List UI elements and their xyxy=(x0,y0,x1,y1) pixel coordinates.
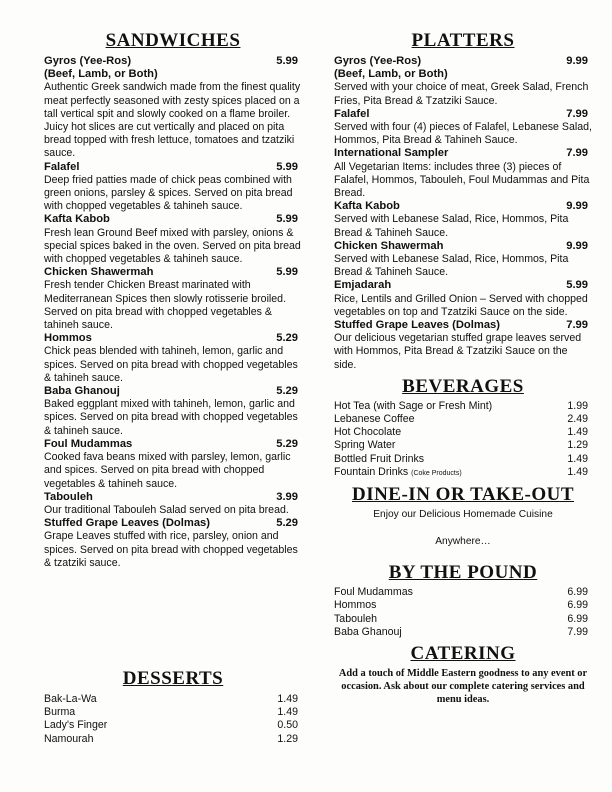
menu-item xyxy=(44,213,302,266)
price-row-price: 6.99 xyxy=(567,599,588,612)
menu-item xyxy=(334,200,592,240)
price-row-name-group xyxy=(334,466,462,480)
price-row-name: Foul Mudammas xyxy=(334,586,413,599)
menu-item xyxy=(334,147,592,200)
desserts-heading: DESSERTS xyxy=(122,668,224,689)
dessert-list xyxy=(44,693,302,746)
menu-item xyxy=(44,438,302,491)
price-row-name: Spring Water xyxy=(334,439,396,452)
bythepound-heading: BY THE POUND xyxy=(388,562,538,584)
price-row xyxy=(44,693,302,706)
price-row-name-group xyxy=(44,719,107,732)
price-row-name: Lebanese Coffee xyxy=(334,413,415,426)
menu-item-name: Tabouleh xyxy=(44,490,93,503)
menu-item-name: Falafel xyxy=(44,160,80,173)
price-row-price: 1.29 xyxy=(277,732,298,745)
menu-item-description: Chick peas blended with tahineh, lemon, garlic and spices. Served on pita bread with chopped vegetables & tahineh sauce. xyxy=(44,345,298,384)
price-row-name: Baba Ghanouj xyxy=(334,625,402,638)
menu-item xyxy=(44,491,302,517)
menu-item-name: Falafel xyxy=(334,107,370,120)
sandwiches-heading: SANDWICHES xyxy=(105,30,241,51)
price-row xyxy=(334,599,592,612)
left-column xyxy=(44,0,302,745)
price-row xyxy=(334,413,592,426)
menu-item-header xyxy=(44,55,302,68)
menu-item-price: 5.29 xyxy=(276,332,298,345)
menu-item xyxy=(44,55,302,161)
menu-item-price: 7.99 xyxy=(566,107,588,120)
price-row-price: 1.99 xyxy=(567,399,588,412)
menu-item-header xyxy=(44,517,302,530)
platters-heading: PLATTERS xyxy=(411,30,515,51)
menu-item-description: Served with Lebanese Salad, Rice, Hommos, Pita Bread & Tahineh Sauce. xyxy=(334,213,569,239)
menu-item xyxy=(44,385,302,438)
price-row-name: Tabouleh xyxy=(334,612,378,625)
menu-item-description: Served with your choice of meat, Greek Salad, French Fries, Pita Bread & Tzatziki Sauce. xyxy=(334,81,589,107)
menu-item-description: Our delicious vegetarian stuffed grape leaves served with Hommos, Pita Bread & Tzatziki Sauce on the side. xyxy=(334,332,582,371)
price-row-name-group xyxy=(44,693,97,706)
price-row xyxy=(44,719,302,732)
menu-item-name: Foul Mudammas xyxy=(44,437,133,450)
price-row-name-group xyxy=(44,733,93,746)
menu-item-description: Cooked fava beans mixed with parsley, lemon, garlic and spices. Served on pita bread with chopped vegetables & tahineh sauce. xyxy=(44,451,291,490)
menu-item-price: 5.99 xyxy=(566,279,588,292)
menu-item xyxy=(44,161,302,214)
catering-text: Add a touch of Middle Eastern goodness to any event or occasion. Ask about our complete catering services and menu ideas. xyxy=(338,667,588,705)
menu-item-header xyxy=(334,108,592,121)
price-row-name-group xyxy=(334,400,492,413)
menu-item-price: 7.99 xyxy=(566,319,588,332)
right-column xyxy=(334,0,592,706)
menu-item-price: 9.99 xyxy=(566,55,588,67)
menu-item-description: Deep fried patties made of chick peas combined with green onions, parsley & spices. Served on pita bread with chopped vegetables & tahineh sauce. xyxy=(44,173,293,213)
menu-item-header xyxy=(44,161,302,174)
menu-item-name: Kafta Kabob xyxy=(334,200,400,213)
menu-item-header xyxy=(44,266,302,279)
price-row xyxy=(334,426,592,439)
catering-heading: CATERING xyxy=(410,642,516,664)
price-row-note: (Coke Products) xyxy=(411,469,462,477)
bythepound-list xyxy=(334,586,592,639)
menu-item-name: International Sampler xyxy=(334,147,449,160)
price-row-name-group xyxy=(334,586,413,599)
menu-item-price: 5.99 xyxy=(276,213,298,226)
menu-item-price: 5.29 xyxy=(276,437,298,450)
price-row xyxy=(334,453,592,466)
menu-item-description: All Vegetarian Items: includes three (3) pieces of Falafel, Hommos, Tabouleh, Foul Mudammas and Pita Bread. xyxy=(334,160,590,200)
menu-item-description: Served with four (4) pieces of Falafel, Lebanese Salad, Hommos, Pita Bread & Tahineh Sauce. xyxy=(334,121,592,147)
menu-item xyxy=(334,279,592,319)
price-row-price: 6.99 xyxy=(567,586,588,599)
price-row-price: 6.99 xyxy=(567,612,588,625)
menu-item-variant: (Beef, Lamb, or Both) xyxy=(334,68,448,81)
menu-item xyxy=(44,266,302,332)
menu-item xyxy=(334,240,592,280)
price-row-name: Hot Tea (with Sage or Fresh Mint) xyxy=(334,399,493,412)
menu-item-name: Hommos xyxy=(44,332,92,345)
menu-item-description: Fresh lean Ground Beef mixed with parsley, onions & special spices baked in the oven. Served on pita bread with chopped vegetables & tahineh sauce. xyxy=(44,226,301,266)
price-row-price: 1.49 xyxy=(567,465,588,478)
price-row-name: Burma xyxy=(44,706,76,719)
price-row xyxy=(334,439,592,452)
price-row xyxy=(44,706,302,719)
menu-item-description: Fresh tender Chicken Breast marinated with Mediterranean Spices then slowly rotisserie broiled. Served on pita bread with chopped vegetables & tahineh sauce. xyxy=(44,279,287,332)
price-row xyxy=(334,613,592,626)
menu-item-header xyxy=(44,491,302,504)
menu-item xyxy=(44,332,302,385)
price-row-name-group xyxy=(44,706,75,719)
beverages-heading: BEVERAGES xyxy=(402,375,524,397)
menu-item-description: Authentic Greek sandwich made from the finest quality meat perfectly seasoned with zesty spices placed on a tall vertical spit and slowly cooked on a flame broiler. Juicy hot slices are cut vertically and placed on pita bread topped with fresh lettuce, tomatoes and tzatziki sauce. xyxy=(44,81,301,160)
menu-item-header xyxy=(44,438,302,451)
price-row-name: Bottled Fruit Drinks xyxy=(334,452,425,465)
menu-item-description: Rice, Lentils and Grilled Onion – Served with chopped vegetables on top and Tzatziki Sauce on the side. xyxy=(334,292,588,318)
price-row-name-group xyxy=(334,439,395,452)
menu-item xyxy=(334,319,592,372)
price-row-name-group xyxy=(334,426,401,439)
price-row-price: 1.49 xyxy=(567,426,588,439)
menu-item-header xyxy=(334,55,592,68)
menu-item-price: 9.99 xyxy=(566,239,588,252)
price-row-name: Lady's Finger xyxy=(44,719,108,732)
menu-item-name: Baba Ghanouj xyxy=(44,385,120,398)
price-row-name: Hot Chocolate xyxy=(334,426,402,439)
menu-item-header xyxy=(44,213,302,226)
menu-item-description: Our traditional Tabouleh Salad served on pita bread. xyxy=(44,503,289,516)
menu-item-header xyxy=(334,200,592,213)
menu-item-price: 5.29 xyxy=(276,517,298,530)
sandwich-list xyxy=(44,55,302,570)
menu-item-header xyxy=(334,279,592,292)
price-row xyxy=(334,466,592,480)
price-row-price: 1.49 xyxy=(277,706,298,719)
menu-item-name: Stuffed Grape Leaves (Dolmas) xyxy=(334,319,500,332)
menu-item-price: 5.99 xyxy=(276,266,298,279)
menu-item-name: Kafta Kabob xyxy=(44,213,110,226)
menu-item-description: Served with Lebanese Salad, Rice, Hommos, Pita Bread & Tahineh Sauce. xyxy=(334,253,569,279)
menu-item-name: Gyros (Yee-Ros) xyxy=(334,55,422,67)
price-row-price: 2.49 xyxy=(567,413,588,426)
menu-item-price: 9.99 xyxy=(566,200,588,213)
price-row-name: Bak-La-Wa xyxy=(44,693,97,705)
menu-item-price: 5.99 xyxy=(276,160,298,173)
price-row-price: 1.49 xyxy=(277,693,298,705)
menu-item-name: Gyros (Yee-Ros) xyxy=(44,55,132,67)
menu-item-description: Baked eggplant mixed with tahineh, lemon, garlic and spices. Served on pita bread with chopped vegetables & tahineh sauce. xyxy=(44,398,298,437)
price-row-name-group xyxy=(334,626,402,639)
dinein-line1: Enjoy our Delicious Homemade Cuisine xyxy=(373,509,553,521)
price-row-price: 1.29 xyxy=(567,439,588,452)
menu-item-header xyxy=(44,385,302,398)
menu-item-price: 5.29 xyxy=(276,385,298,398)
price-row-name: Namourah xyxy=(44,732,94,745)
menu-item-header xyxy=(334,147,592,160)
menu-item xyxy=(44,517,302,570)
price-row xyxy=(44,733,302,746)
menu-item-name: Stuffed Grape Leaves (Dolmas) xyxy=(44,517,210,530)
price-row-name-group xyxy=(334,413,415,426)
price-row-name-group xyxy=(334,453,424,466)
menu-item-name: Chicken Shawermah xyxy=(44,266,154,279)
beverage-list xyxy=(334,400,592,480)
menu-item-header xyxy=(334,240,592,253)
price-row-price: 1.49 xyxy=(567,452,588,465)
price-row xyxy=(334,400,592,413)
price-row xyxy=(334,626,592,639)
menu-item-price: 3.99 xyxy=(276,490,298,503)
menu-item-name: Emjadarah xyxy=(334,279,392,292)
price-row-name: Hommos xyxy=(334,599,377,612)
menu-item-description: Grape Leaves stuffed with rice, parsley, onion and spices. Served on pita bread with chopped vegetables & tzatziki sauce. xyxy=(44,530,298,569)
dinein-heading: DINE-IN OR TAKE-OUT xyxy=(351,484,575,506)
dinein-line2: Anywhere… xyxy=(435,536,491,548)
menu-item-price: 7.99 xyxy=(566,147,588,160)
price-row-name-group xyxy=(334,613,377,626)
menu-item xyxy=(334,108,592,148)
menu-item xyxy=(334,55,592,108)
platter-list xyxy=(334,55,592,372)
price-row-name-group xyxy=(334,599,376,612)
menu-item-name: Chicken Shawermah xyxy=(334,239,444,252)
menu-item-variant: (Beef, Lamb, or Both) xyxy=(44,68,158,81)
menu-item-header xyxy=(334,319,592,332)
menu-item-header xyxy=(44,332,302,345)
price-row-price: 0.50 xyxy=(277,719,298,732)
price-row-name: Fountain Drinks xyxy=(334,465,409,478)
menu-item-price: 5.99 xyxy=(276,55,298,67)
price-row-price: 7.99 xyxy=(567,625,588,638)
price-row xyxy=(334,586,592,599)
